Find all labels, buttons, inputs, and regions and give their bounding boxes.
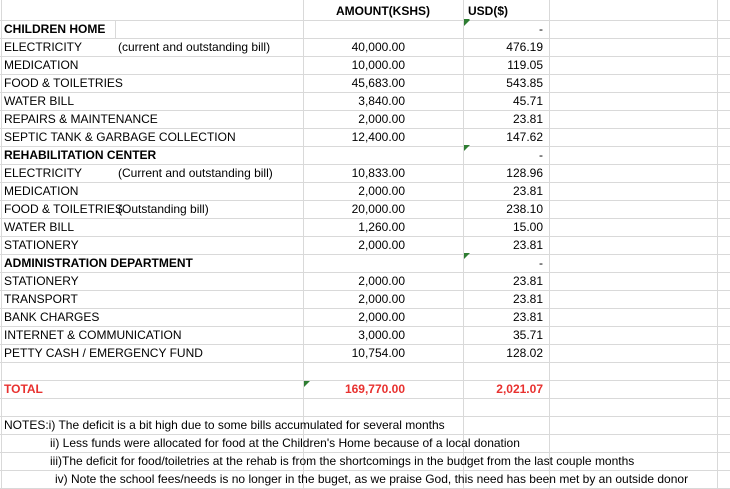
note-line[interactable]: ii) Less funds were allocated for food at the Children's Home because of a local donation <box>50 436 520 450</box>
grid-line <box>0 398 730 399</box>
row-label[interactable]: PETTY CASH / EMERGENCY FUND <box>4 346 203 360</box>
total-usd[interactable]: 2,021.07 <box>496 382 543 396</box>
amount-kshs-cell[interactable]: 2,000.00 <box>358 112 405 126</box>
amount-usd-cell[interactable]: 23.81 <box>512 310 543 324</box>
amount-kshs-cell[interactable]: 40,000.00 <box>351 40 405 54</box>
row-label[interactable]: MEDICATION <box>4 184 79 198</box>
row-label[interactable]: REPAIRS & MAINTENANCE <box>4 112 158 126</box>
row-label[interactable]: FOOD & TOILETRIES <box>4 202 123 216</box>
amount-kshs-cell[interactable]: 3,000.00 <box>358 328 405 342</box>
row-label[interactable]: MEDICATION <box>4 58 79 72</box>
grid-line <box>0 362 730 363</box>
amount-usd-cell[interactable]: - <box>539 148 543 162</box>
section-heading[interactable]: REHABILITATION CENTER <box>4 148 157 162</box>
amount-kshs-cell[interactable]: 10,754.00 <box>351 346 405 360</box>
total-kshs[interactable]: 169,770.00 <box>344 382 405 396</box>
note-line[interactable]: NOTES:i) The deficit is a bit high due to some bills accumulated for several months <box>4 418 445 432</box>
amount-usd-cell[interactable]: 543.85 <box>506 76 543 90</box>
amount-usd-cell[interactable]: 476.19 <box>506 40 543 54</box>
amount-usd-cell[interactable]: - <box>539 256 543 270</box>
row-label[interactable]: BANK CHARGES <box>4 310 100 324</box>
row-label[interactable]: FOOD & TOILETRIES <box>4 76 123 90</box>
note-line[interactable]: iv) Note the school fees/needs is no longer in the buget, as we praise God, this need has been met by an outside donor <box>55 472 689 486</box>
row-label[interactable]: SEPTIC TANK & GARBAGE COLLECTION <box>4 130 236 144</box>
amount-usd-cell[interactable]: 23.81 <box>512 112 543 126</box>
cell-marker-icon <box>464 253 470 259</box>
grid-line <box>0 20 730 21</box>
row-label[interactable]: INTERNET & COMMUNICATION <box>4 328 182 342</box>
amount-usd-cell[interactable]: 147.62 <box>506 130 543 144</box>
cell-marker-icon <box>304 381 310 387</box>
amount-usd-cell[interactable]: - <box>539 22 543 36</box>
amount-kshs-cell[interactable]: 2,000.00 <box>358 310 405 324</box>
row-label[interactable]: STATIONERY <box>4 274 79 288</box>
note-line[interactable]: iii)The deficit for food/toiletries at the rehab is from the shortcomings in the budget from the last couple months <box>50 454 635 468</box>
amount-kshs-cell[interactable]: 10,000.00 <box>351 58 405 72</box>
section-heading[interactable]: CHILDREN HOME <box>4 22 106 36</box>
amount-kshs-cell[interactable]: 10,833.00 <box>351 166 405 180</box>
amount-kshs-cell[interactable]: 3,840.00 <box>358 94 405 108</box>
amount-usd-cell[interactable]: 23.81 <box>512 184 543 198</box>
section-heading[interactable]: ADMINISTRATION DEPARTMENT <box>4 256 193 270</box>
amount-usd-cell[interactable]: 23.81 <box>512 292 543 306</box>
row-note[interactable]: (Outstanding bill) <box>118 202 209 216</box>
cell-marker-icon <box>464 20 470 26</box>
amount-usd-cell[interactable]: 119.05 <box>507 58 543 72</box>
amount-kshs-cell[interactable]: 2,000.00 <box>358 274 405 288</box>
row-label[interactable]: ELECTRICITY <box>4 166 83 180</box>
row-label[interactable]: WATER BILL <box>4 220 75 234</box>
grid-line <box>115 20 116 38</box>
amount-usd-cell[interactable]: 45.71 <box>512 94 543 108</box>
amount-usd-cell[interactable]: 128.02 <box>506 346 543 360</box>
amount-usd-cell[interactable]: 23.81 <box>512 274 543 288</box>
column-header-amount[interactable]: AMOUNT(KSHS) <box>336 4 430 18</box>
amount-kshs-cell[interactable]: 2,000.00 <box>358 184 405 198</box>
amount-kshs-cell[interactable]: 12,400.00 <box>351 130 405 144</box>
amount-kshs-cell[interactable]: 20,000.00 <box>351 202 405 216</box>
amount-usd-cell[interactable]: 15.00 <box>512 220 543 234</box>
row-label[interactable]: WATER BILL <box>4 94 75 108</box>
row-note[interactable]: (Current and outstanding bill) <box>118 166 273 180</box>
column-header-usd[interactable]: USD($) <box>468 4 509 18</box>
amount-kshs-cell[interactable]: 2,000.00 <box>358 238 405 252</box>
row-label[interactable]: TRANSPORT <box>4 292 78 306</box>
amount-usd-cell[interactable]: 35.71 <box>512 328 543 342</box>
amount-kshs-cell[interactable]: 1,260.00 <box>358 220 405 234</box>
amount-kshs-cell[interactable]: 2,000.00 <box>358 292 405 306</box>
amount-kshs-cell[interactable]: 45,683.00 <box>351 76 405 90</box>
amount-usd-cell[interactable]: 23.81 <box>512 238 543 252</box>
amount-usd-cell[interactable]: 128.96 <box>506 166 543 180</box>
row-note[interactable]: (current and outstanding bill) <box>118 40 271 54</box>
cell-marker-icon <box>464 145 470 151</box>
amount-usd-cell[interactable]: 238.10 <box>506 202 543 216</box>
row-label[interactable]: STATIONERY <box>4 238 79 252</box>
row-label[interactable]: ELECTRICITY <box>4 40 83 54</box>
total-label[interactable]: TOTAL <box>4 382 43 396</box>
